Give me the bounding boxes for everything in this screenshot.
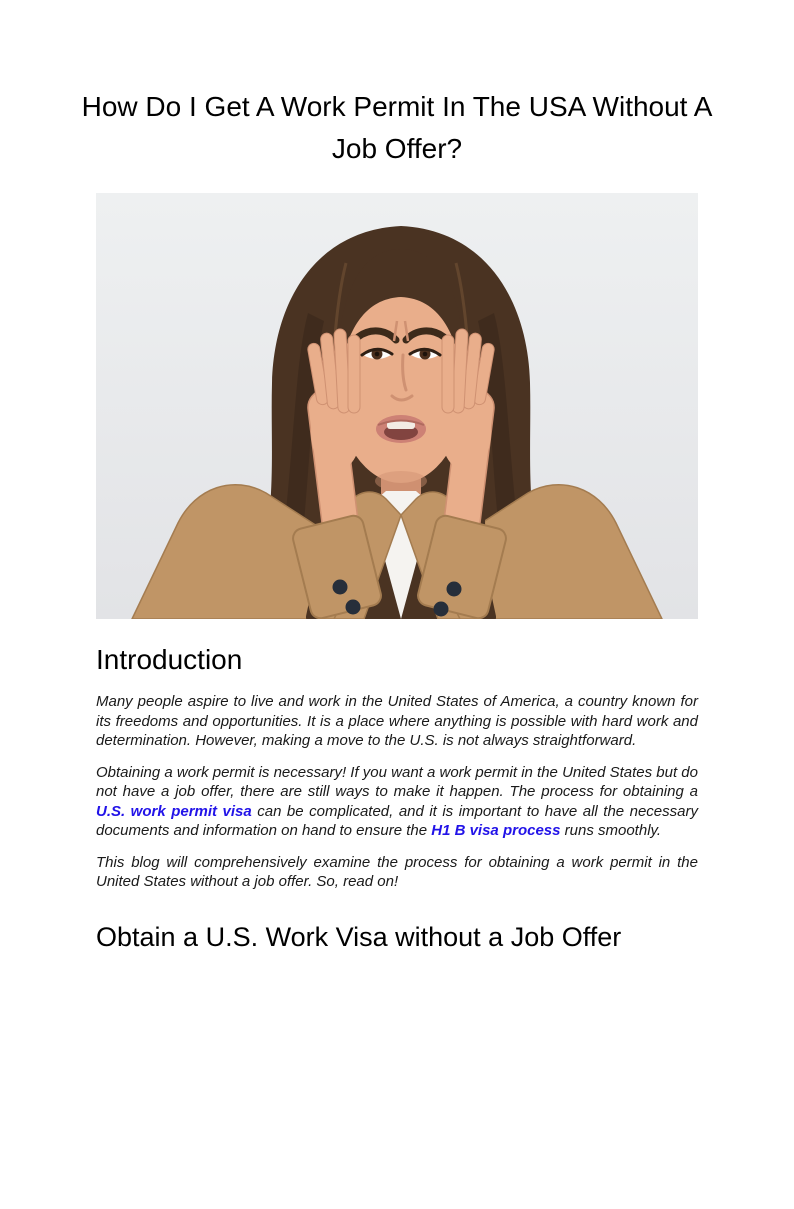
paragraph-text: can be complicated, and it is important to have all the necessary documents and information on hand to ensure the bbox=[96, 802, 698, 839]
paragraph-text: Obtaining a work permit is necessary! If you want a work permit in the United States but do not have a job offer, there are still ways to make it happen. The process for obtaining a bbox=[96, 763, 698, 800]
pupil-left bbox=[375, 352, 380, 357]
page-title: How Do I Get A Work Permit In The USA Without A Job Offer? bbox=[81, 91, 713, 164]
cuff-button bbox=[434, 602, 449, 617]
section-heading-introduction: Introduction bbox=[96, 644, 243, 675]
cuff-button bbox=[447, 582, 462, 597]
link-h1b-visa-process[interactable]: H1 B visa process bbox=[431, 822, 561, 839]
intro-paragraph-2 bbox=[96, 763, 698, 841]
worried-woman-photo bbox=[96, 193, 698, 619]
pupil-right bbox=[423, 352, 428, 357]
intro-paragraph-1: Many people aspire to live and work in the United States of America, a country known for its freedoms and opportunities. It is a place where anything is possible with hard work and determination. However, making a move to the U.S. is not always straightforward. bbox=[96, 693, 698, 749]
section-heading-obtain-visa: Obtain a U.S. Work Visa without a Job Offer bbox=[96, 921, 622, 952]
chin-shadow bbox=[375, 471, 427, 491]
hero-image bbox=[96, 193, 698, 619]
cuff-button bbox=[346, 600, 361, 615]
finger bbox=[348, 335, 360, 413]
intro-paragraph-3: This blog will comprehensively examine the process for obtaining a work permit in the United States without a job offer. So, read on! bbox=[96, 853, 698, 890]
cuff-button bbox=[333, 580, 348, 595]
document-page bbox=[0, 86, 794, 1209]
finger bbox=[442, 335, 454, 413]
link-us-work-permit-visa[interactable]: U.S. work permit visa bbox=[96, 802, 252, 820]
paragraph-text: runs smoothly. bbox=[560, 822, 662, 839]
